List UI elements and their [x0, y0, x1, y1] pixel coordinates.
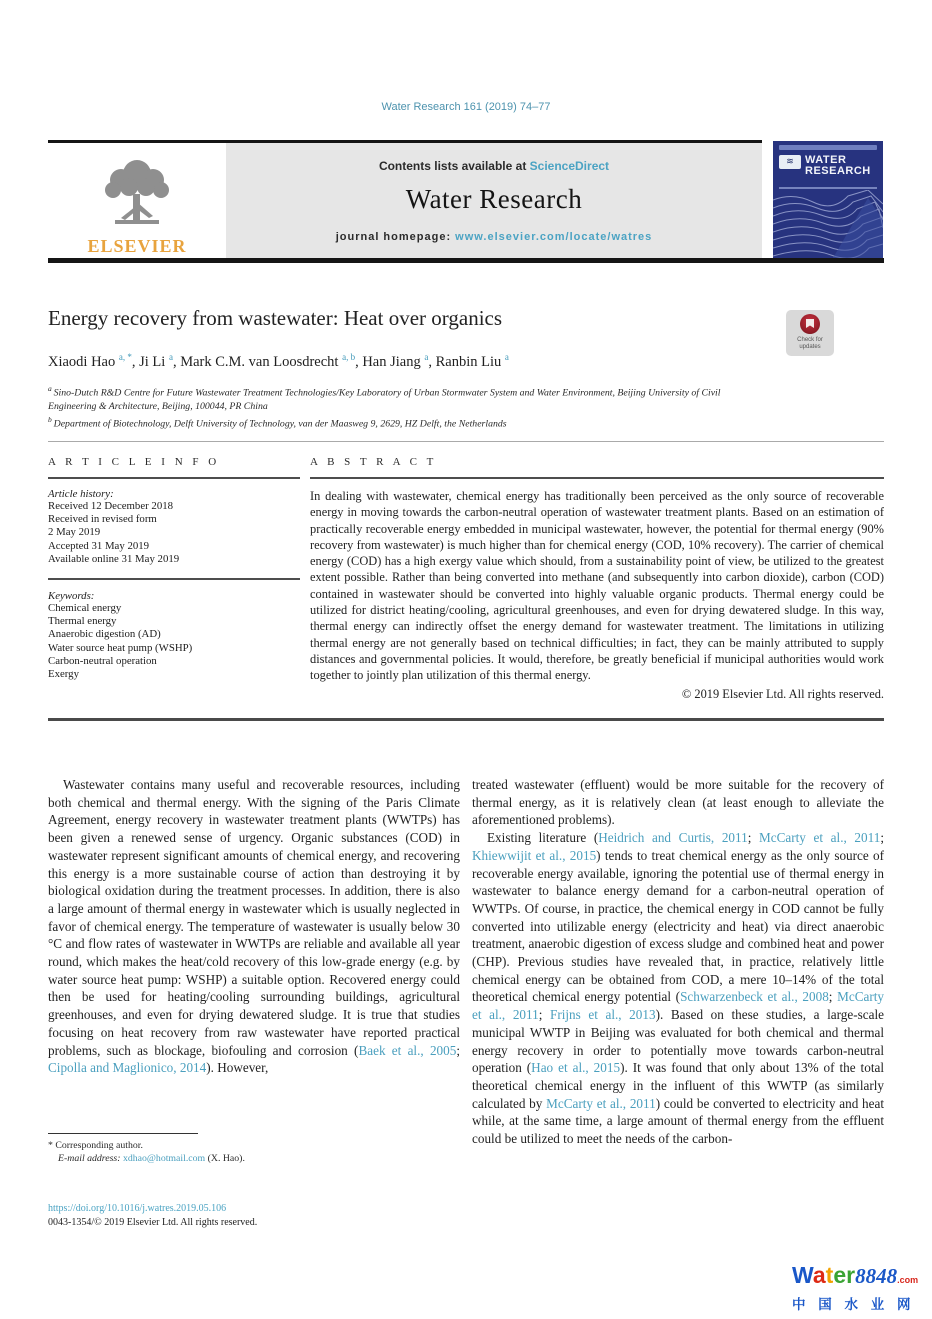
keyword: Anaerobic digestion (AD) [48, 628, 161, 641]
text-segment: ; [538, 1007, 550, 1023]
text-segment: a [504, 352, 509, 362]
body-paragraph [472, 829, 884, 1148]
elsevier-logo[interactable] [48, 143, 226, 258]
journal-header-band [48, 140, 762, 258]
email-note [48, 1152, 460, 1165]
text-segment: Xiaodi Hao [48, 353, 119, 370]
text-segment: ). Based on these studies, a large-scale municipal WWTP in Beijing was evaluated for both chemical and thermal energy recovery in order to potentially move towards carbon-neutral operation ( [472, 1007, 884, 1076]
watermark-chinese-name: 中 国 水 业 网 [792, 1297, 916, 1312]
keyword: Thermal energy [48, 615, 117, 628]
cover-title-line1: WATER [805, 154, 847, 166]
homepage-url-link[interactable]: www.elsevier.com/locate/watres [455, 231, 653, 243]
cover-mini-logo-icon: ≋ [779, 155, 801, 169]
text-segment: b [48, 415, 54, 425]
history-line: Received in revised form [48, 513, 157, 526]
water8848-watermark [792, 1263, 932, 1313]
text-segment: ; [747, 830, 760, 846]
history-line: 2 May 2019 [48, 526, 101, 539]
cover-top-bar [779, 145, 877, 150]
header-bottom-rule [48, 258, 884, 263]
footnote-rule [48, 1133, 198, 1134]
citation-link[interactable]: Heidrich and Curtis, 2011 [598, 830, 748, 846]
text-segment: a [168, 352, 173, 362]
text-segment: ; [456, 1042, 460, 1058]
issn-copyright-line: 0043-1354/© 2019 Elsevier Ltd. All rights reserved. [48, 1217, 258, 1228]
band-center [226, 143, 762, 258]
cover-title-line2: RESEARCH [805, 165, 871, 177]
abstract-text: In dealing with wastewater, chemical energy has traditionally been perceived as the only source of recoverable energy in moving towards the carbon-neutral operation of wastewater treatment plants. Based on an estimation of practically recoverable energy embedded in municipal wastewater, however, the potential for thermal energy (90% recovery from wastewater) is much higher than for chemical energy (COD, 10% recovery). The carrier of chemical energy (COD) has a high exergy value which should, from a sustainability point of view, be utilized to the greatest extent possible. Rather than being converted into methane (and subsequently into carbon dioxide), carbon (COD) contained in wastewater should be converted into highly valuable organic products. Thermal energy could be utilized for district heating/cooling, agricultural greenhouses, and even for drying dewatered sludge. In this way, thermal energy can indirectly offset the energy demand for wastewater treatment. The limitations in utilizing thermal energy are not generally based on technical difficulties; in fact, they can be mainly attributed to supply distances and governmental policies. It would, therefore, be greatly beneficial if municipal authorities would work together to jointly plan utilization of this thermal energy. [310, 489, 884, 683]
email-label: E-mail address: [58, 1153, 123, 1164]
history-line: Available online 31 May 2019 [48, 552, 180, 565]
journal-title: Water Research [405, 184, 583, 214]
article-info-heading: A R T I C L E I N F O [48, 456, 220, 468]
authors-line [48, 352, 788, 371]
section-divider [48, 718, 884, 721]
text-segment: a, * [118, 352, 132, 362]
text-segment: r [846, 1262, 856, 1288]
corresponding-author-note: * Corresponding author. [48, 1140, 143, 1151]
watermark-domain-suffix: .com [897, 1275, 919, 1285]
doi-block [48, 1202, 460, 1230]
affiliation-b [48, 413, 760, 431]
cover-wave-art [773, 190, 883, 258]
journal-cover-thumbnail [773, 141, 883, 258]
text-segment: ; [828, 989, 838, 1005]
watermark-wordmark [792, 1263, 932, 1292]
text-segment: , Ji Li [131, 353, 169, 370]
text-segment: a [812, 1262, 826, 1288]
affiliation-a [48, 382, 760, 413]
email-link[interactable]: xdhao@hotmail.com [122, 1153, 206, 1164]
running-head-citation: Water Research 161 (2019) 74–77 [381, 101, 551, 113]
email-suffix: (X. Hao). [205, 1153, 245, 1164]
body-left-column [48, 776, 460, 1077]
elsevier-wordmark: ELSEVIER [87, 236, 187, 256]
citation-link[interactable]: Hao et al., 2015 [531, 1060, 621, 1076]
text-segment: t [825, 1262, 834, 1288]
text-segment: e [833, 1262, 847, 1288]
homepage-line [226, 231, 762, 243]
history-line: Accepted 31 May 2019 [48, 539, 150, 552]
text-segment: a, b [342, 352, 356, 362]
doi-link[interactable]: https://doi.org/10.1016/j.watres.2019.05.106 [48, 1203, 227, 1214]
cover-title [805, 155, 871, 177]
affiliations [48, 382, 760, 431]
abstract-rule [310, 477, 884, 479]
text-segment: ; [880, 830, 884, 846]
text-segment: , Mark C.M. van Loosdrecht [172, 353, 343, 370]
contents-line [226, 159, 762, 173]
citation-link[interactable]: McCarty et al., 2011 [546, 1095, 656, 1111]
keywords-label: Keywords: [48, 590, 95, 603]
history-line: Received 12 December 2018 [48, 500, 174, 512]
text-segment: W [792, 1262, 813, 1288]
text-segment: ). It was found that only about 13% of the total theoretical chemical energy in the influent of this WWTP (as similarly calculated by [472, 1060, 884, 1111]
citation-link[interactable]: Schwarzenbeck et al., 2008 [680, 989, 829, 1005]
abstract-heading: A B S T R A C T [310, 456, 437, 468]
text-segment: Sino-Dutch R&D Centre for Future Wastewater Treatment Technologies/Key Laboratory of Urban Stormwater System and Water Environment, Beijing University of Civil Engineering & Architecture, Beijing, 100044, PR China [48, 387, 721, 412]
keyword: Exergy [48, 668, 79, 681]
keyword: Carbon-neutral operation [48, 654, 157, 667]
article-history-label: Article history: [48, 488, 114, 500]
citation-link[interactable]: McCarty et al., 2011 [759, 830, 881, 846]
article-info-column [48, 456, 300, 681]
text-segment: ) tends to treat chemical energy as the only source of recoverable energy available, ignoring the potential use of thermal energy in wastewater to balance energy demand for a carbon-neutral operation of WWTPs. Of course, in practice, the chemical energy in COD cannot be fully converted into utilizable energy (electricity and heat) via direct anaerobic treatment, anaerobic digestion of excess sludge and combined heat and power (CHP). Previous studies have revealed that, in practice, relatively little chemical energy can be obtained from COD, a mere 10–14% of the total theoretical chemical energy potential ( [472, 847, 885, 1005]
sciencedirect-link[interactable]: ScienceDirect [529, 159, 610, 173]
crossmark-icon [800, 314, 820, 334]
citation-link[interactable]: Khiewwijit et al., 2015 [472, 847, 597, 863]
text-segment: Department of Biotechnology, Delft University of Technology, van der Maasweg 9, 2629, HZ Delft, the Netherlands [53, 418, 507, 430]
contents-prefix: Contents lists available at [378, 159, 530, 173]
body-paragraph: treated wastewater (effluent) would be more suitable for the recovery of thermal energy, as it is relatively clean (at least enough to alleviate the aforementioned problems). [472, 777, 884, 828]
footnote-block [48, 1133, 460, 1165]
body-right-column [472, 776, 884, 1148]
text-segment: , Ranbin Liu [428, 353, 505, 370]
crossmark-button[interactable] [786, 310, 834, 356]
abstract-copyright: © 2019 Elsevier Ltd. All rights reserved. [681, 686, 884, 701]
elsevier-tree-icon [91, 154, 183, 236]
watermark-number: 8848 [855, 1264, 898, 1288]
cover-rule [779, 187, 877, 189]
text-segment: ). However, [206, 1060, 269, 1076]
watermark-word [792, 1262, 855, 1288]
text-segment: , Han Jiang [355, 353, 425, 370]
article-title: Energy recovery from wastewater: Heat over organics [48, 306, 503, 330]
abstract-column [310, 456, 884, 702]
text-segment: a [424, 352, 429, 362]
citation-link[interactable]: Baek et al., 2005 [358, 1042, 457, 1058]
body-paragraph [48, 776, 460, 1077]
keywords-rule [48, 578, 300, 580]
homepage-prefix: journal homepage: [335, 231, 456, 243]
text-segment: Wastewater contains many useful and recoverable resources, including both chemical and thermal energy. With the signing of the Paris Climate Agreement, energy recovery in wastewater treatment plants (WWTPs) has been given a renewed sense of urgency. Organic substances (COD) in wastewater represent significant amounts of chemical energy, and recovering this energy is a more sustainable course of action than destroying it by biological oxidation during the treatment processes. In addition, there is also a large amount of thermal energy in wastewater which is usually neglected in favor of chemical energy. The temperature of wastewater is usually below 30 °C and flow rates of wastewater in WWTPs are reliable and available all year round, which makes the heat/cold recovery of this low-grade energy (e.g. by water source heat pump: WSHP) a suitable option. Recovered energy could then be used for heating/cooling surrounding buildings, agricultural greenhouses, and even for drying dewatered sludge. It is true that studies focusing on heat recovery from raw wastewater have reported practical problems, such as blockage, biofouling and corrosion ( [48, 777, 460, 1058]
keyword: Chemical energy [48, 602, 122, 615]
title-divider [48, 441, 884, 442]
article-info-rule [48, 477, 300, 479]
citation-link[interactable]: Cipolla and Maglionico, 2014 [48, 1060, 207, 1076]
text-segment: a [48, 384, 54, 393]
crossmark-label: Check for updates [797, 337, 823, 350]
text-segment: Existing literature ( [487, 830, 599, 846]
citation-link[interactable]: McCarty et al., 2011 [472, 989, 885, 1023]
keyword: Water source heat pump (WSHP) [48, 641, 193, 654]
citation-link[interactable]: Frijns et al., 2013 [549, 1007, 656, 1023]
text-segment: ) could be converted to electricity and heat while, at the same time, a large amount of thermal energy from the effluent could be utilized to meet the needs of the carbon- [472, 1095, 884, 1147]
